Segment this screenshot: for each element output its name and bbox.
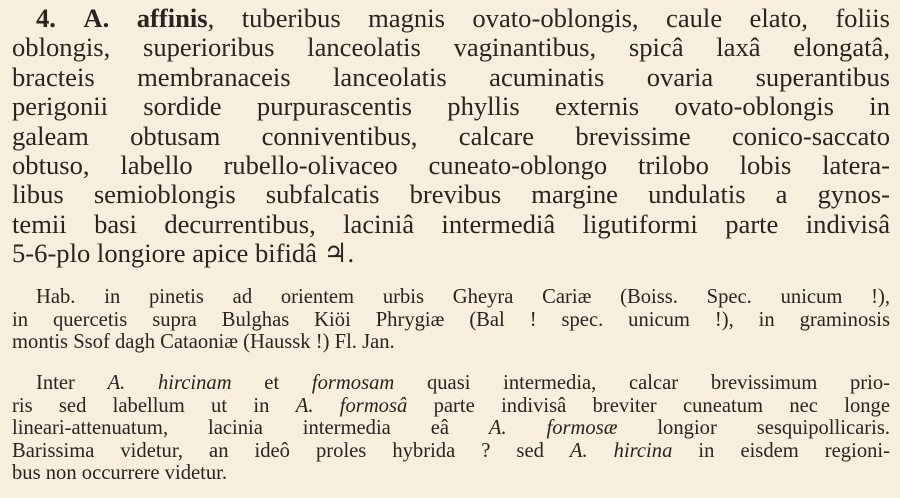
note-text: longior sesquipollicaris. (617, 417, 890, 439)
description-line (12, 4, 890, 33)
description-line: temii basi decurrentibus, laciniâ intermediâ ligutiformi parte indivisâ (12, 208, 890, 239)
description-line: galeam obtusam conniventibus, calcare brevissime conico-saccato (12, 120, 890, 151)
habitat-line: montis Ssof dagh Cataoniæ (Haussk !) Fl. Jan. (12, 331, 395, 353)
taxon-name: A. hircina (569, 439, 673, 462)
note-text: ris sed labellum ut in (12, 394, 296, 417)
note-text: et (231, 372, 312, 394)
taxon-name: A. hircinam (107, 372, 232, 394)
description-line: perigonii sordide purpurascentis phyllis externis ovato-oblongis in (12, 91, 890, 122)
taxon-name: A. formosæ (488, 417, 618, 439)
note-text: in eisdem regioni- (672, 439, 890, 462)
note-text: quasi intermedia, calcar brevissimum prio- (394, 372, 890, 394)
habitat-line: in quercetis supra Bulghas Kiöi Phrygiæ (Bal ! spec. unicum !), in graminosis (12, 308, 890, 331)
note-text: lineari-attenuatum, lacinia intermedia eâ (12, 417, 489, 439)
description-line: libus semioblongis subfalcatis brevibus margine undulatis a gynos- (12, 179, 890, 210)
description-text: , tuberibus magnis ovato-oblongis, caule elato, foliis (207, 3, 890, 33)
note-text: parte indivisâ breviter cuneatum nec longe (407, 394, 890, 417)
description-line: bracteis membranaceis lanceolatis acuminatis ovaria superantibus (12, 61, 890, 92)
species-number: 4. (36, 3, 56, 33)
species-description (12, 4, 890, 269)
comparison-note (12, 372, 890, 485)
note-line (12, 395, 890, 418)
description-line: oblongis, superioribus lanceolatis vaginantibus, spicâ laxâ elongatâ, (12, 32, 890, 63)
note-text: Inter (36, 372, 108, 394)
habitat-line: Hab. in pinetis ad orientem urbis Gheyra Cariæ (Boiss. Spec. unicum !), (36, 286, 890, 308)
note-line (12, 372, 890, 395)
description-line: obtuso, labello rubello-olivaceo cuneato-oblongo trilobo lobis latera- (12, 150, 890, 181)
taxon-name: formosam (311, 372, 395, 394)
note-line (12, 417, 890, 440)
description-line: 5-6-plo longiore apice bifidâ ♃. (12, 238, 355, 269)
note-text: Barissima videtur, an ideô proles hybrida ? sed (12, 439, 570, 462)
species-name: A. affinis (83, 3, 208, 33)
taxon-name: A. formosâ (295, 394, 408, 417)
note-line (12, 440, 890, 463)
note-line: bus non occurrere videtur. (12, 462, 228, 484)
habitat-paragraph (12, 286, 890, 354)
